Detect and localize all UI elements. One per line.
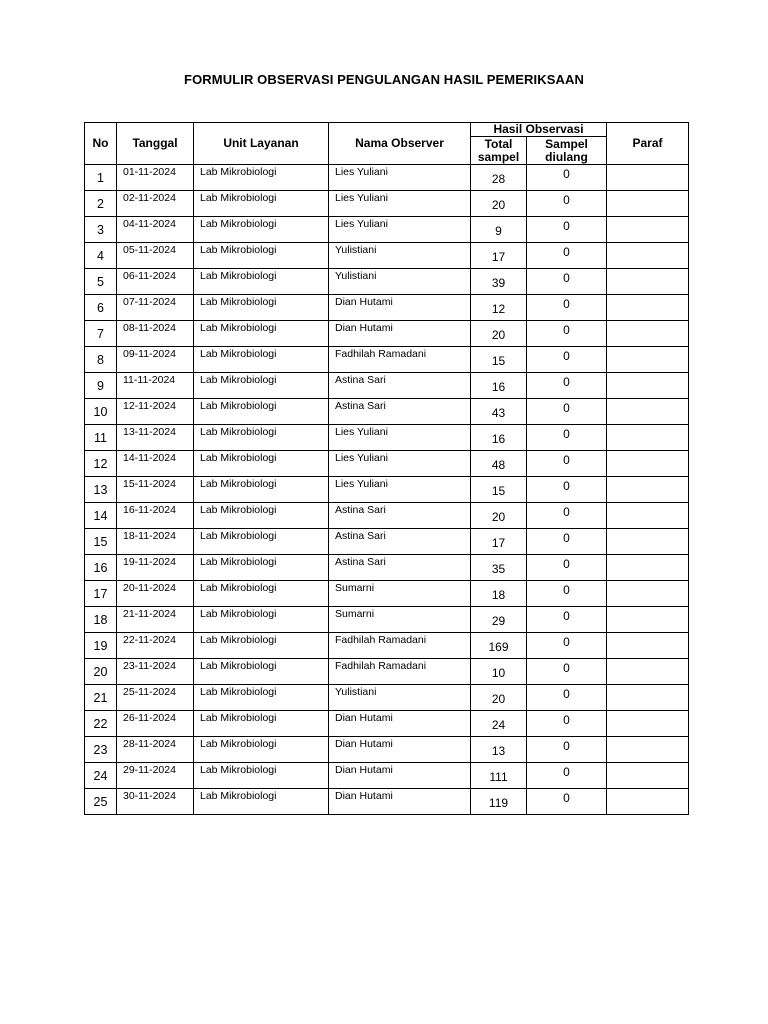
cell-no: 4 — [85, 243, 117, 269]
cell-unit-layanan: Lab Mikrobiologi — [194, 503, 329, 529]
cell-unit-layanan: Lab Mikrobiologi — [194, 477, 329, 503]
table-row — [85, 737, 689, 763]
cell-paraf — [607, 399, 689, 425]
table-row — [85, 763, 689, 789]
cell-sampel-diulang: 0 — [527, 347, 607, 373]
header-unit-layanan: Unit Layanan — [194, 123, 329, 165]
cell-unit-layanan: Lab Mikrobiologi — [194, 217, 329, 243]
observation-table — [84, 122, 689, 815]
cell-paraf — [607, 737, 689, 763]
cell-nama-observer: Dian Hutami — [329, 711, 471, 737]
cell-paraf — [607, 217, 689, 243]
cell-unit-layanan: Lab Mikrobiologi — [194, 399, 329, 425]
cell-no: 7 — [85, 321, 117, 347]
cell-sampel-diulang: 0 — [527, 269, 607, 295]
cell-tanggal: 25-11-2024 — [117, 685, 194, 711]
cell-total-sampel: 169 — [471, 633, 527, 659]
cell-tanggal: 29-11-2024 — [117, 763, 194, 789]
cell-paraf — [607, 477, 689, 503]
cell-unit-layanan: Lab Mikrobiologi — [194, 269, 329, 295]
cell-total-sampel: 17 — [471, 243, 527, 269]
table-row — [85, 659, 689, 685]
table-row — [85, 451, 689, 477]
cell-total-sampel: 13 — [471, 737, 527, 763]
cell-sampel-diulang: 0 — [527, 321, 607, 347]
cell-total-sampel: 39 — [471, 269, 527, 295]
cell-nama-observer: Dian Hutami — [329, 321, 471, 347]
cell-sampel-diulang: 0 — [527, 529, 607, 555]
cell-nama-observer: Astina Sari — [329, 373, 471, 399]
cell-tanggal: 01-11-2024 — [117, 165, 194, 191]
table-row — [85, 399, 689, 425]
cell-tanggal: 07-11-2024 — [117, 295, 194, 321]
cell-nama-observer: Lies Yuliani — [329, 425, 471, 451]
header-paraf: Paraf — [607, 123, 689, 165]
cell-total-sampel: 24 — [471, 711, 527, 737]
cell-paraf — [607, 633, 689, 659]
cell-total-sampel: 20 — [471, 685, 527, 711]
cell-sampel-diulang: 0 — [527, 711, 607, 737]
cell-total-sampel: 35 — [471, 555, 527, 581]
cell-no: 1 — [85, 165, 117, 191]
cell-total-sampel: 29 — [471, 607, 527, 633]
header-total-line1: Total — [484, 136, 513, 151]
cell-sampel-diulang: 0 — [527, 425, 607, 451]
cell-tanggal: 23-11-2024 — [117, 659, 194, 685]
cell-tanggal: 22-11-2024 — [117, 633, 194, 659]
cell-paraf — [607, 165, 689, 191]
cell-paraf — [607, 711, 689, 737]
table-row — [85, 555, 689, 581]
cell-sampel-diulang: 0 — [527, 373, 607, 399]
cell-total-sampel: 18 — [471, 581, 527, 607]
cell-no: 8 — [85, 347, 117, 373]
cell-unit-layanan: Lab Mikrobiologi — [194, 633, 329, 659]
cell-sampel-diulang: 0 — [527, 243, 607, 269]
table-row — [85, 685, 689, 711]
cell-total-sampel: 17 — [471, 529, 527, 555]
cell-nama-observer: Astina Sari — [329, 399, 471, 425]
cell-unit-layanan: Lab Mikrobiologi — [194, 295, 329, 321]
table-row — [85, 269, 689, 295]
cell-nama-observer: Dian Hutami — [329, 789, 471, 815]
cell-total-sampel: 43 — [471, 399, 527, 425]
cell-unit-layanan: Lab Mikrobiologi — [194, 607, 329, 633]
cell-unit-layanan: Lab Mikrobiologi — [194, 451, 329, 477]
table-row — [85, 607, 689, 633]
cell-tanggal: 09-11-2024 — [117, 347, 194, 373]
cell-unit-layanan: Lab Mikrobiologi — [194, 425, 329, 451]
table-header — [85, 123, 689, 165]
cell-total-sampel: 9 — [471, 217, 527, 243]
cell-total-sampel: 15 — [471, 477, 527, 503]
cell-nama-observer: Fadhilah Ramadani — [329, 347, 471, 373]
cell-no: 6 — [85, 295, 117, 321]
header-diulang-line2: diulang — [545, 149, 588, 164]
cell-paraf — [607, 243, 689, 269]
cell-sampel-diulang: 0 — [527, 789, 607, 815]
header-nama-observer: Nama Observer — [329, 123, 471, 165]
cell-paraf — [607, 607, 689, 633]
cell-tanggal: 30-11-2024 — [117, 789, 194, 815]
cell-sampel-diulang: 0 — [527, 607, 607, 633]
header-diulang-line1: Sampel — [545, 136, 588, 151]
table-row — [85, 347, 689, 373]
table-row — [85, 581, 689, 607]
cell-no: 23 — [85, 737, 117, 763]
cell-tanggal: 19-11-2024 — [117, 555, 194, 581]
cell-nama-observer: Lies Yuliani — [329, 217, 471, 243]
cell-unit-layanan: Lab Mikrobiologi — [194, 555, 329, 581]
cell-total-sampel: 20 — [471, 503, 527, 529]
header-sampel-diulang — [527, 137, 607, 165]
cell-unit-layanan: Lab Mikrobiologi — [194, 243, 329, 269]
cell-unit-layanan: Lab Mikrobiologi — [194, 373, 329, 399]
cell-tanggal: 02-11-2024 — [117, 191, 194, 217]
cell-total-sampel: 10 — [471, 659, 527, 685]
cell-paraf — [607, 581, 689, 607]
cell-paraf — [607, 659, 689, 685]
cell-no: 22 — [85, 711, 117, 737]
cell-no: 25 — [85, 789, 117, 815]
cell-paraf — [607, 373, 689, 399]
header-total-line2: sampel — [477, 149, 520, 164]
cell-tanggal: 28-11-2024 — [117, 737, 194, 763]
cell-paraf — [607, 191, 689, 217]
cell-no: 19 — [85, 633, 117, 659]
cell-sampel-diulang: 0 — [527, 451, 607, 477]
cell-no: 9 — [85, 373, 117, 399]
table-row — [85, 321, 689, 347]
table-row — [85, 633, 689, 659]
table-row — [85, 529, 689, 555]
cell-paraf — [607, 789, 689, 815]
cell-tanggal: 06-11-2024 — [117, 269, 194, 295]
cell-paraf — [607, 269, 689, 295]
cell-sampel-diulang: 0 — [527, 217, 607, 243]
header-total-sampel — [471, 137, 527, 165]
cell-no: 13 — [85, 477, 117, 503]
cell-sampel-diulang: 0 — [527, 477, 607, 503]
cell-nama-observer: Astina Sari — [329, 529, 471, 555]
cell-no: 5 — [85, 269, 117, 295]
cell-unit-layanan: Lab Mikrobiologi — [194, 737, 329, 763]
cell-no: 16 — [85, 555, 117, 581]
cell-sampel-diulang: 0 — [527, 555, 607, 581]
cell-nama-observer: Yulistiani — [329, 269, 471, 295]
cell-sampel-diulang: 0 — [527, 165, 607, 191]
table-row — [85, 295, 689, 321]
cell-total-sampel: 119 — [471, 789, 527, 815]
cell-nama-observer: Astina Sari — [329, 555, 471, 581]
cell-unit-layanan: Lab Mikrobiologi — [194, 789, 329, 815]
cell-nama-observer: Lies Yuliani — [329, 477, 471, 503]
cell-total-sampel: 20 — [471, 191, 527, 217]
cell-tanggal: 20-11-2024 — [117, 581, 194, 607]
cell-total-sampel: 12 — [471, 295, 527, 321]
cell-paraf — [607, 763, 689, 789]
table-row — [85, 503, 689, 529]
cell-tanggal: 14-11-2024 — [117, 451, 194, 477]
cell-tanggal: 13-11-2024 — [117, 425, 194, 451]
cell-sampel-diulang: 0 — [527, 191, 607, 217]
table-row — [85, 165, 689, 191]
cell-unit-layanan: Lab Mikrobiologi — [194, 347, 329, 373]
table-row — [85, 425, 689, 451]
cell-tanggal: 05-11-2024 — [117, 243, 194, 269]
cell-paraf — [607, 425, 689, 451]
header-no: No — [85, 123, 117, 165]
cell-nama-observer: Dian Hutami — [329, 295, 471, 321]
cell-nama-observer: Fadhilah Ramadani — [329, 633, 471, 659]
cell-total-sampel: 28 — [471, 165, 527, 191]
cell-nama-observer: Lies Yuliani — [329, 451, 471, 477]
cell-no: 10 — [85, 399, 117, 425]
cell-unit-layanan: Lab Mikrobiologi — [194, 763, 329, 789]
cell-no: 15 — [85, 529, 117, 555]
cell-nama-observer: Sumarni — [329, 607, 471, 633]
cell-tanggal: 04-11-2024 — [117, 217, 194, 243]
cell-tanggal: 12-11-2024 — [117, 399, 194, 425]
cell-sampel-diulang: 0 — [527, 503, 607, 529]
cell-paraf — [607, 451, 689, 477]
cell-total-sampel: 15 — [471, 347, 527, 373]
cell-no: 12 — [85, 451, 117, 477]
cell-no: 20 — [85, 659, 117, 685]
table-row — [85, 373, 689, 399]
table-row — [85, 711, 689, 737]
table-row — [85, 477, 689, 503]
cell-tanggal: 08-11-2024 — [117, 321, 194, 347]
cell-sampel-diulang: 0 — [527, 581, 607, 607]
cell-tanggal: 11-11-2024 — [117, 373, 194, 399]
cell-unit-layanan: Lab Mikrobiologi — [194, 191, 329, 217]
cell-no: 18 — [85, 607, 117, 633]
table-row — [85, 191, 689, 217]
cell-unit-layanan: Lab Mikrobiologi — [194, 165, 329, 191]
cell-paraf — [607, 529, 689, 555]
cell-nama-observer: Yulistiani — [329, 685, 471, 711]
cell-paraf — [607, 295, 689, 321]
cell-tanggal: 16-11-2024 — [117, 503, 194, 529]
cell-no: 17 — [85, 581, 117, 607]
cell-no: 3 — [85, 217, 117, 243]
cell-paraf — [607, 347, 689, 373]
cell-nama-observer: Astina Sari — [329, 503, 471, 529]
cell-nama-observer: Lies Yuliani — [329, 165, 471, 191]
cell-tanggal: 26-11-2024 — [117, 711, 194, 737]
cell-paraf — [607, 503, 689, 529]
cell-total-sampel: 16 — [471, 373, 527, 399]
cell-sampel-diulang: 0 — [527, 685, 607, 711]
cell-paraf — [607, 685, 689, 711]
cell-sampel-diulang: 0 — [527, 295, 607, 321]
cell-nama-observer: Fadhilah Ramadani — [329, 659, 471, 685]
page-title: FORMULIR OBSERVASI PENGULANGAN HASIL PEMERIKSAAN — [184, 72, 584, 87]
cell-sampel-diulang: 0 — [527, 737, 607, 763]
cell-nama-observer: Lies Yuliani — [329, 191, 471, 217]
header-hasil-observasi: Hasil Observasi — [471, 123, 607, 137]
cell-total-sampel: 48 — [471, 451, 527, 477]
cell-unit-layanan: Lab Mikrobiologi — [194, 581, 329, 607]
table-body — [85, 165, 689, 815]
cell-sampel-diulang: 0 — [527, 763, 607, 789]
cell-unit-layanan: Lab Mikrobiologi — [194, 321, 329, 347]
cell-paraf — [607, 321, 689, 347]
cell-unit-layanan: Lab Mikrobiologi — [194, 711, 329, 737]
cell-no: 24 — [85, 763, 117, 789]
cell-nama-observer: Dian Hutami — [329, 763, 471, 789]
cell-sampel-diulang: 0 — [527, 659, 607, 685]
header-tanggal: Tanggal — [117, 123, 194, 165]
cell-sampel-diulang: 0 — [527, 399, 607, 425]
cell-paraf — [607, 555, 689, 581]
cell-tanggal: 21-11-2024 — [117, 607, 194, 633]
cell-unit-layanan: Lab Mikrobiologi — [194, 529, 329, 555]
table-row — [85, 243, 689, 269]
table-row — [85, 789, 689, 815]
cell-tanggal: 18-11-2024 — [117, 529, 194, 555]
cell-tanggal: 15-11-2024 — [117, 477, 194, 503]
cell-nama-observer: Dian Hutami — [329, 737, 471, 763]
cell-no: 14 — [85, 503, 117, 529]
cell-sampel-diulang: 0 — [527, 633, 607, 659]
cell-unit-layanan: Lab Mikrobiologi — [194, 685, 329, 711]
cell-no: 11 — [85, 425, 117, 451]
cell-nama-observer: Yulistiani — [329, 243, 471, 269]
cell-unit-layanan: Lab Mikrobiologi — [194, 659, 329, 685]
cell-total-sampel: 16 — [471, 425, 527, 451]
cell-total-sampel: 111 — [471, 763, 527, 789]
cell-nama-observer: Sumarni — [329, 581, 471, 607]
cell-no: 2 — [85, 191, 117, 217]
table-row — [85, 217, 689, 243]
cell-total-sampel: 20 — [471, 321, 527, 347]
cell-no: 21 — [85, 685, 117, 711]
